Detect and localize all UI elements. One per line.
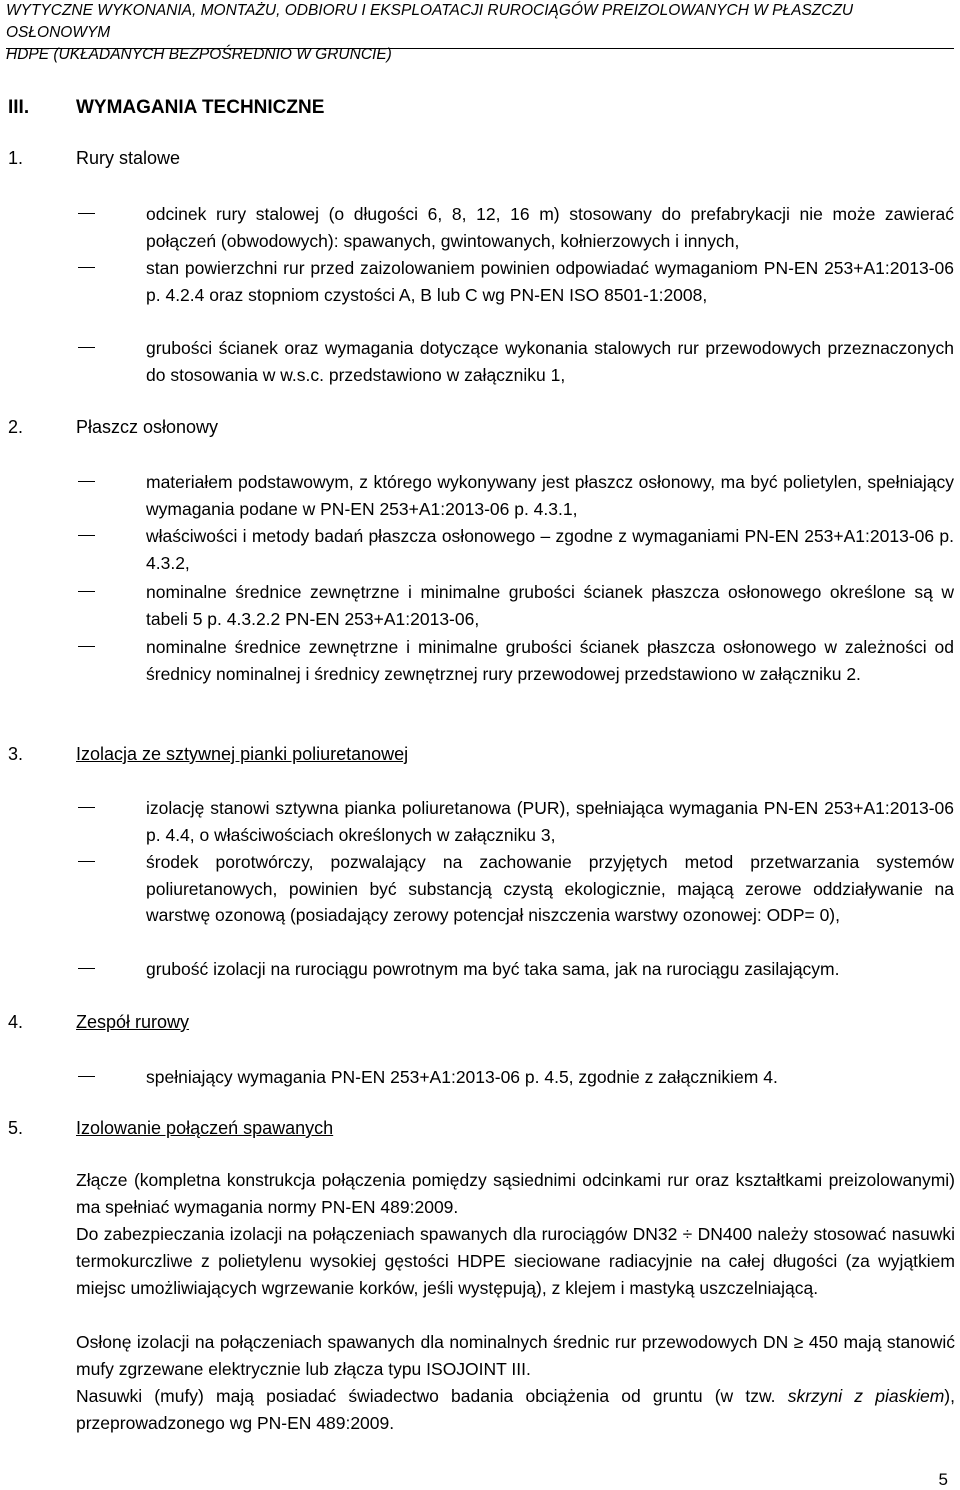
list-item-text: spełniający wymagania PN-EN 253+A1:2013-06 p. 4.5, zgodnie z załącznikiem 4. [146,1067,778,1087]
paragraph: Osłonę izolacji na połączeniach spawanych dla nominalnych średnic rur przewodowych DN ≥ 450 mają stanowić mufy zgrzewane elektrycznie lub złącza typu ISOJOINT III. [76,1332,955,1379]
dash-bullet [78,267,95,268]
list-item-text: grubość izolacji na rurociągu powrotnym ma być taka sama, jak na rurociągu zasilającym. [146,959,840,979]
list-item-text: właściwości i metody badań płaszcza osłonowego – zgodne z wymaganiami PN-EN 253+A1:2013-06 p. 4.3.2, [146,526,954,573]
paragraph-italic-text: skrzyni z piaskiem [787,1386,945,1406]
section-title: Izolacja ze sztywnej pianki poliuretanowej [76,744,409,764]
dash-bullet [78,213,95,214]
dash-bullet [78,1076,95,1077]
list-item-text: nominalne średnice zewnętrzne i minimalne grubości ścianek płaszcza osłonowego określone są w tabeli 5 p. 4.3.2.2 PN-EN 253+A1:2013-06, [146,582,954,629]
paragraph-text: Nasuwki (mufy) mają posiadać świadectwo badania obciążenia od gruntu (w tzw. [76,1386,788,1406]
document-header [6,0,946,66]
paragraph: Złącze (kompletna konstrukcja połączenia pomiędzy sąsiednimi odcinkami rur oraz kształtkami preizolowanymi) ma spełniać wymagania normy PN-EN 489:2009. [76,1170,955,1217]
dash-bullet [78,535,95,536]
chapter-title: WYMAGANIA TECHNICZNE [76,97,325,118]
page-number: 5 [938,1470,948,1489]
paragraph: Do zabezpieczania izolacji na połączeniach spawanych dla rurociągów DN32 ÷ DN400 należy stosować nasuwki termokurczliwe z polietylenu wysokiej gęstości HDPE sieciowane radiacyjnie na całej długości (za wyjątkiem miejsc umożliwiających wgrzewanie korków, jeśli występują), z klejem i mastyką uszczelniającą. [76,1224,955,1298]
header-divider [6,48,954,49]
header-line-1: WYTYCZNE WYKONANIA, MONTAŻU, ODBIORU I EKSPLOATACJI RUROCIĄGÓW PREIZOLOWANYCH W PŁASZCZU OSŁONOWYM [6,2,854,41]
list-item-text: środek porotwórczy, pozwalający na zachowanie przyjętych metod przetwarzania systemów poliuretanowych, powinien być substancją czystą ekologicznie, mającą zerowe oddziaływanie na warstwę ozonową (posiadający zerowy potencjał niszczenia warstwy ozonowej: ODP= 0), [146,852,954,925]
list-item-text: grubości ścianek oraz wymagania dotyczące wykonania stalowych rur przewodowych przeznaczonych do stosowania w w.s.c. przedstawiono w załączniku 1, [146,338,954,385]
list-item-text: materiałem podstawowym, z którego wykonywany jest płaszcz osłonowy, ma być polietylen, spełniający wymagania podane w PN-EN 253+A1:2013-06 p. 4.3.1, [146,472,954,519]
section-number: 3. [8,744,24,764]
dash-bullet [78,591,95,592]
section-title: Izolowanie połączeń spawanych [76,1118,334,1138]
list-item-text: odcinek rury stalowej (o długości 6, 8, 12, 16 m) stosowany do prefabrykacji nie może zawierać połączeń (obwodowych): spawanych, gwintowanych, kołnierzowych i innych, [146,204,954,251]
dash-bullet [78,481,95,482]
section-number: 1. [8,148,24,168]
section-number: 4. [8,1012,24,1032]
dash-bullet [78,347,95,348]
section-number: 5. [8,1118,24,1138]
chapter-number: III. [8,97,30,118]
dash-bullet [78,807,95,808]
header-line-2: HDPE (UKŁADANYCH BEZPOŚREDNIO W GRUNCIE) [6,46,392,63]
list-item-text: stan powierzchni rur przed zaizolowaniem powinien odpowiadać wymaganiom PN-EN 253+A1:2013-06 p. 4.2.4 oraz stopniom czystości A, B lub C wg PN-EN ISO 8501-1:2008, [146,258,954,305]
paragraph-last [76,1383,955,1437]
section-title: Płaszcz osłonowy [76,417,219,437]
dash-bullet [78,646,95,647]
dash-bullet [78,861,95,862]
section-title: Rury stalowe [76,148,181,168]
section-title: Zespół rurowy [76,1012,190,1032]
paragraph-text: ), przeprowadzonego wg PN-EN 489:2009. [76,1386,955,1433]
dash-bullet [78,968,95,969]
list-item-text: nominalne średnice zewnętrzne i minimalne grubości ścianek płaszcza osłonowego w zależności od średnicy nominalnej i średnicy zewnętrznej rury przewodowej przedstawiono w załączniku 2. [146,637,954,684]
list-item-text: izolację stanowi sztywna pianka poliuretanowa (PUR), spełniająca wymagania PN-EN 253+A1:2013-06 p. 4.4, o właściwościach określonych w załączniku 3, [146,798,954,845]
section-number: 2. [8,417,24,437]
